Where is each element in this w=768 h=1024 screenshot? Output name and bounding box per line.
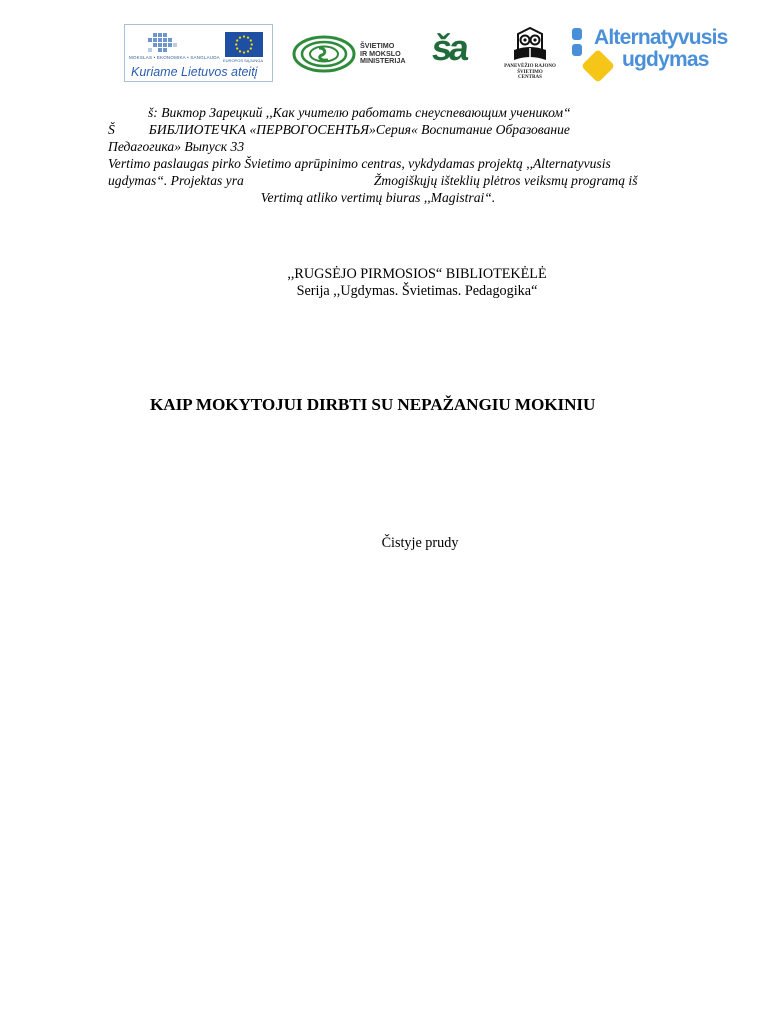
- alternatyvusis-text: Alternatyvusis: [594, 26, 728, 49]
- original-issue-line: Педагогика» Выпуск 33: [108, 139, 245, 154]
- sa-logo-text: ša: [429, 27, 469, 68]
- project-funding-right: Žmogiškųjų išteklių plėtros veiksmų programą iš: [373, 173, 638, 188]
- source-publisher: [0, 535, 768, 552]
- panevezys-center-logo: [498, 26, 562, 86]
- owl-book-icon: [498, 26, 562, 64]
- original-series-prefix: Š: [108, 122, 115, 137]
- ministry-emblem-icon: [292, 34, 356, 74]
- translation-purchase-line: Vertimo paslaugas pirko Švietimo aprūpinimo centras, vykdydamas projektą ,,Alternatyvusis: [108, 156, 611, 171]
- sa-logo: [430, 28, 478, 74]
- series-subtitle: Serija ,,Ugdymas. Švietimas. Pedagogika“: [296, 283, 538, 299]
- ministry-name: ŠVIETIMO IR MOKSLO MINISTERIJA: [360, 41, 406, 65]
- eu-flag-icon: [225, 32, 263, 57]
- source-publisher-text: Čistyje prudy: [381, 535, 459, 551]
- project-funding-line: [108, 172, 648, 189]
- panevezys-center-name: PANEVĖŽIO RAJONO ŠVIETIMO CENTRAS: [504, 64, 556, 81]
- series-block: [0, 266, 768, 300]
- original-series-line: [108, 121, 648, 138]
- eu-slogan: Kuriame Lietuvos ateitį: [131, 65, 258, 79]
- original-author-line: š: Виктор Зарецкий ,,Как учителю работать снеуспевающим учеником“: [148, 105, 571, 120]
- series-title: ,,RUGSĖJO PIRMOSIOS“ BIBLIOTEKĖLĖ: [287, 266, 547, 282]
- original-series-text: БИБЛИОТЕЧКА «ПЕРВОГОСЕНТЬЯ»Серия« Воспитание Образование: [148, 122, 570, 137]
- logo-strip: [124, 24, 728, 86]
- translator-line: Vertimą atliko vertimų biuras ,,Magistrai“.: [260, 190, 496, 205]
- alternatyvusis-ugdymas-logo: [570, 24, 728, 86]
- ministry-logo: [292, 34, 410, 74]
- eu-funds-logo: [124, 24, 273, 82]
- eu-flag-caption: EUROPOS SĄJUNGA: [223, 58, 264, 63]
- lithuania-map-icon: [145, 31, 215, 55]
- eu-small-caption: MOKSLAS • EKONOMIKA • SANGLAUDA: [129, 55, 220, 60]
- ugdymas-text: ugdymas: [622, 48, 709, 71]
- document-title: KAIP MOKYTOJUI DIRBTI SU NEPAŽANGIU MOKINIU: [150, 395, 596, 414]
- translation-info-block: [108, 104, 648, 206]
- project-funding-left: ugdymas“. Projektas yra: [108, 173, 244, 188]
